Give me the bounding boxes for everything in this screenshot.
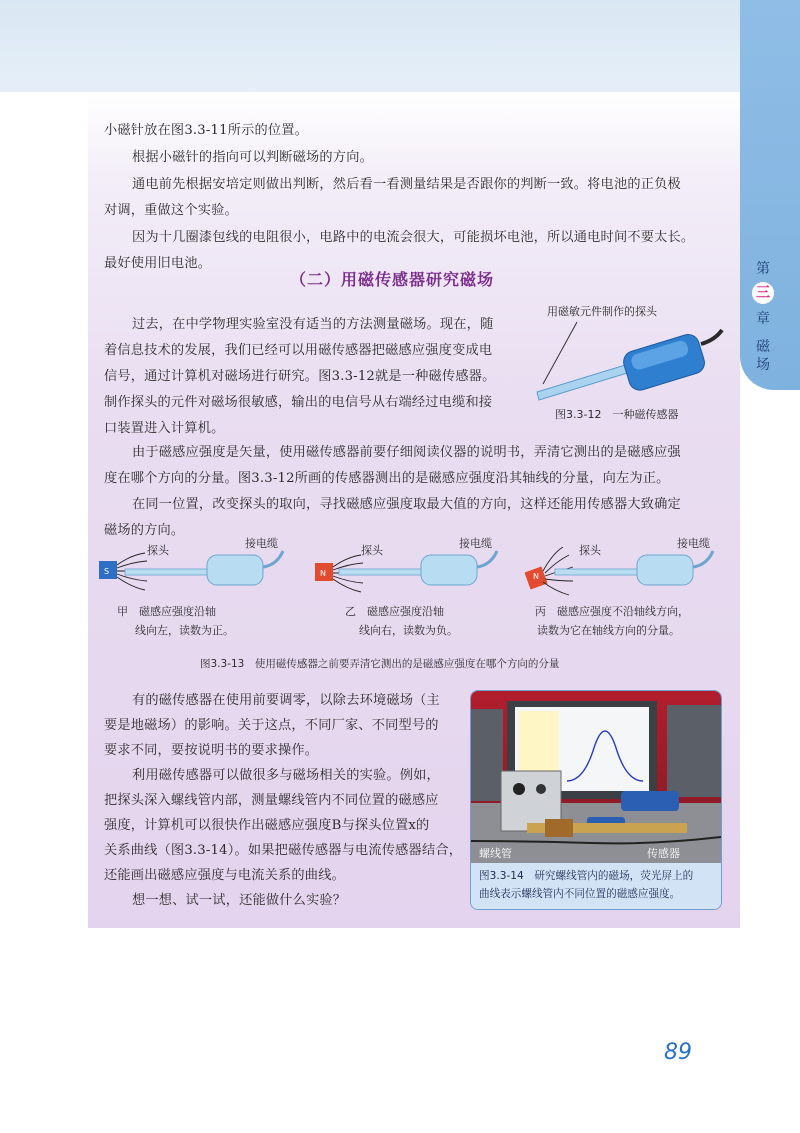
pole-label: N	[533, 572, 539, 581]
figure-3-3-12	[525, 300, 730, 425]
probe-annotation: 用磁敏元件制作的探头	[547, 305, 657, 318]
paragraph-line: 还能画出磁感应强度与电流关系的曲线。	[104, 868, 345, 883]
paragraph-line: 强度，计算机可以很快作出磁感应强度B与探头位置x的	[104, 818, 430, 833]
chapter-title-char-1: 磁	[756, 339, 770, 355]
figure-caption-line: 曲线表示螺线管内不同位置的磁感应强度。	[479, 888, 681, 900]
probe-diagram	[95, 547, 305, 607]
figure-caption: 图3.3-13 使用磁传感器之前要弄清它测出的是磁感应强度在哪个方向的分量	[200, 658, 560, 670]
probe-panel-a	[95, 535, 305, 650]
cable-label: 接电缆	[245, 537, 278, 550]
pole-label: S	[104, 567, 110, 576]
paragraph-line: 磁场的方向。	[104, 523, 185, 538]
paragraph-line: 过去，在中学物理实验室没有适当的方法测量磁场。现在，随	[132, 317, 494, 332]
paragraph-line: 有的磁传感器在使用前要调零，以除去环境磁场（主	[132, 693, 440, 708]
probe-label: 探头	[361, 544, 383, 557]
page-number: 89	[664, 1040, 692, 1065]
sensor-label: 传感器	[647, 847, 680, 860]
solenoid-label: 螺线管	[479, 847, 512, 860]
magnetic-sensor-illustration	[525, 318, 730, 418]
paragraph-line: 要求不同，要按说明书的要求操作。	[104, 743, 319, 758]
panel-caption-line: 读数为它在轴线方向的分量。	[537, 624, 680, 637]
probe-panel-b	[315, 535, 525, 650]
panel-caption-line: 丙 磁感应强度不沿轴线方向，	[535, 605, 689, 618]
paragraph-line: 由于磁感应强度是矢量，使用磁传感器前要仔细阅读仪器的说明书，弄清它测出的是磁感应强	[132, 445, 681, 460]
figure-caption: 图3.3-12 一种磁传感器	[555, 408, 679, 421]
panel-caption-line: 线向右，读数为负。	[359, 624, 458, 637]
panel-caption-line: 乙 磁感应强度沿轴	[345, 605, 444, 618]
paragraph-line: 想一想、试一试，还能做什么实验？	[132, 893, 347, 908]
paragraph-line: 对调，重做这个实验。	[104, 203, 238, 218]
paragraph-line: 信号，通过计算机对磁场进行研究。图3.3-12就是一种磁传感器。	[104, 369, 496, 384]
paragraph-line: 在同一位置，改变探头的取向，寻找磁感应强度取最大值的方向，这样还能用传感器大致确定	[132, 497, 681, 512]
figure-3-3-13	[95, 535, 735, 675]
paragraph-line: 通电前先根据安培定则做出判断，然后看一看测量结果是否跟你的判断一致。将电池的正负极	[132, 177, 681, 192]
paragraph-line: 因为十几圈漆包线的电阻很小，电路中的电流会很大，可能损坏电池，所以通电时间不要太长。	[132, 230, 695, 245]
cable-label: 接电缆	[459, 537, 492, 550]
paragraph-line: 度在哪个方向的分量。图3.3-12所画的传感器测出的是磁感应强度沿其轴线的分量，向左为正。	[104, 471, 670, 486]
section-heading: （二）用磁传感器研究磁场	[290, 270, 495, 289]
figure-caption-line: 图3.3-14 研究螺线管内的磁场，荧光屏上的	[479, 870, 694, 882]
paragraph-line: 把探头深入螺线管内部，测量螺线管内不同位置的磁感应	[104, 793, 439, 808]
panel-caption-line: 甲 磁感应强度沿轴	[117, 605, 216, 618]
paragraph-line: 最好使用旧电池。	[104, 256, 212, 271]
paragraph-line: 利用磁传感器可以做很多与磁场相关的实验。例如，	[132, 768, 440, 783]
figure-caption-box	[471, 863, 721, 909]
paragraph-line: 口装置进入计算机。	[104, 421, 225, 436]
probe-label: 探头	[147, 544, 169, 557]
probe-diagram	[525, 547, 735, 607]
pole-label: N	[320, 569, 326, 578]
paragraph-line: 制作探头的元件对磁场很敏感，输出的电信号从右端经过电缆和接	[104, 395, 493, 410]
paragraph-line: 根据小磁针的指向可以判断磁场的方向。	[132, 150, 373, 165]
probe-panel-c	[525, 535, 735, 650]
paragraph-line: 小磁针放在图3.3-11所示的位置。	[104, 123, 309, 138]
paragraph-line: 着信息技术的发展，我们已经可以用磁传感器把磁感应强度变成电	[104, 343, 493, 358]
probe-diagram	[315, 547, 525, 607]
paragraph-line: 要是地磁场）的影响。关于这点，不同厂家、不同型号的	[104, 718, 439, 733]
panel-caption-line: 线向左，读数为正。	[135, 624, 234, 637]
top-header-band	[0, 0, 740, 92]
lab-photo	[471, 691, 721, 863]
cable-label: 接电缆	[677, 537, 710, 550]
probe-label: 探头	[579, 544, 601, 557]
chapter-suffix: 章	[756, 311, 770, 327]
figure-3-3-14	[470, 690, 722, 910]
paragraph-line: 关系曲线（图3.3-14）。如果把磁传感器与电流传感器结合，	[104, 843, 463, 858]
chapter-number-badge: 三	[752, 282, 774, 304]
chapter-title-char-2: 场	[756, 357, 770, 373]
chapter-side-tab	[740, 0, 800, 390]
chapter-prefix: 第	[756, 261, 770, 277]
